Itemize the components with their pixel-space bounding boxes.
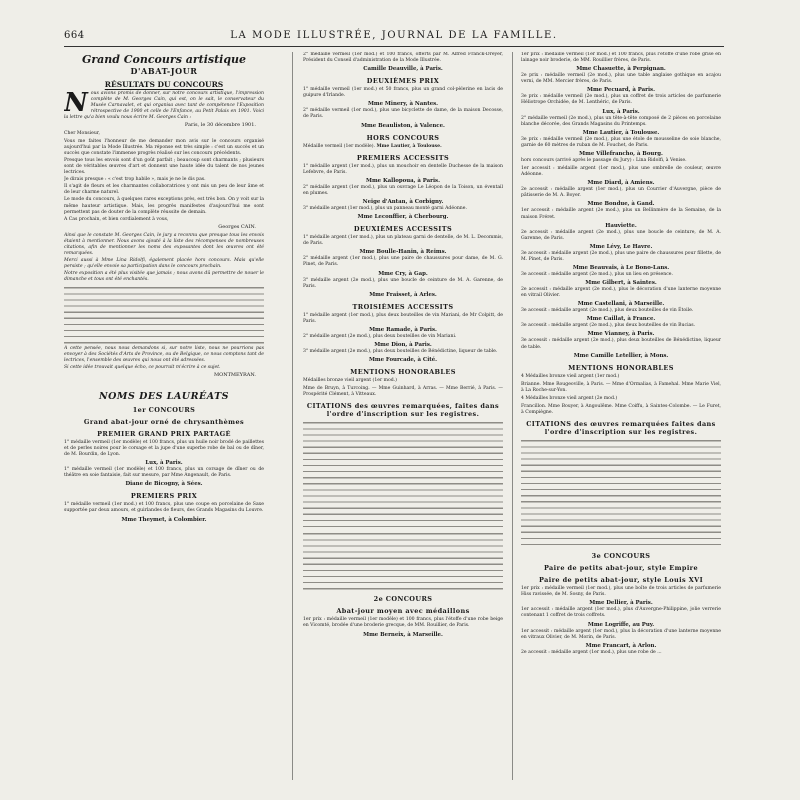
letter-paragraph: Presque tous les envois sont d'un goût parfait ; beaucoup sont charmants ; plusieurs sont de véritables œuvres d'art et donnent une haute idée du talent de nos jeunes lectrices. — [64, 157, 264, 176]
letter-paragraph: Je dirais presque : « c'est trop habile », mais je ne le dis pas. — [64, 177, 206, 183]
prize-entry: 3e accessit : médaille argent (2e mod.), plus deux bouteilles de vin Étoile. — [521, 308, 694, 314]
winner-name: Mme Theymet, à Colombier. — [121, 516, 207, 523]
prize-entry: 1° médaille vermeil (1er mod.) et 50 francs, plus un grand col-pèlerine en lacis de guipure d'Irlande. — [303, 87, 503, 99]
prize-entry: hors concours (arrivé après le passage du Jury) : Lina Ridolfi, à Venise. — [521, 157, 687, 163]
winner-name: Mme Cry, à Gap. — [378, 270, 428, 277]
editorial-paragraph: Notre exposition a été plus visitée que jamais ; nous avons dû permettre de nouer le dimanche et tous ont été enchantés. — [64, 271, 264, 283]
contest-number: 3e CONCOURS — [591, 552, 651, 561]
prize-heading: PREMIERS PRIX — [130, 492, 198, 501]
prize-entry: 1° médaille vermeil (1er modèle) et 100 francs, plus un huile noir brodé de paillettes et de perles noires pour le corsage et la jupe d'une superbe robe de bal ou de dîner, de M. Bourdin, de Lyon. — [64, 439, 264, 458]
winner-name: Mme Villefrancho, à Bourg. — [579, 150, 663, 157]
prize-heading: PREMIER GRAND PRIX PARTAGÉ — [97, 429, 231, 438]
prize-heading: DEUXIÈMES ACCESSITS — [353, 225, 453, 234]
winner-name: Mme Beauvais, à Le Bono-Lans. — [572, 264, 670, 271]
prize-entry: 2e accessit : médaille argent (2e mod.), plus une boucle de ceinture, de M. A. Garenne, de Paris. — [521, 229, 721, 241]
dense-citations-block — [303, 531, 503, 591]
prize-entry: 2° médaille vermeil (2e mod.), plus un tête-à-tête composé de 2 pièces en porcelaine blanche décorée, des Grands Magasins du Printemps. — [521, 115, 721, 127]
prize-entry: 2° médaille argent (1er mod.), plus un ouvrage Le Léopon de la Toison, un éventail en plumes. — [303, 184, 503, 196]
prize-entry: 3e accessit : médaille argent (2e mod.), plus deux bouteilles de Bénédictine, liqueur de table. — [521, 338, 721, 350]
contest-title: Grand Concours artistique — [81, 53, 247, 66]
intro-paragraph: Nous avions promis de donner, sur notre concours artistique, l'impression complète de M. Georges Cain, qui est, on le sait, le conservateur du Musée Carnavalet, et qui organisa avec tant de compétence l'Exposition rétrospective de 1900 et celle de l'Enfance, au Petit Palais en 1901. Voici la lettre qu'a bien voulu nous écrire M. Georges Cain : — [64, 88, 264, 121]
prize-entry: 3° médaille argent (2e mod.), plus deux bouteilles de Bénédictine, liqueur de table. — [303, 348, 498, 354]
winner-name: Mme Boulle-Hanin, à Reims. — [359, 249, 447, 256]
winner-name: Hauviette. — [605, 222, 637, 229]
citations-heading: CITATIONS des œuvres remarquées faites dans l'ordre d'inscription sur les registres. — [526, 420, 716, 437]
contest-number: 2e CONCOURS — [373, 595, 433, 604]
winner-name: Mme Dion, à Paris. — [374, 341, 432, 348]
winner-name: Mme Gilbert, à Saintes. — [585, 280, 657, 287]
winner-name: Mme Logriffe, au Puy. — [587, 621, 655, 628]
winner-name: Mme Camille Letellier, à Mons. — [573, 352, 669, 359]
prize-heading: MENTIONS HONORABLES — [350, 368, 456, 377]
header-rule — [64, 46, 724, 47]
prize-entry: 1er prix : médaille vermeil (1er mod.) et 100 francs, plus l'étoffe d'une robe grise en lainage noir broderie, de MM. Rouillier frères, de Paris. — [521, 52, 721, 64]
prize-entry: Médaille vermeil (1er modèle). Mme Lautier, à Toulouse. — [303, 143, 442, 149]
winner-name: Mme Kallopoua, à Paris. — [366, 177, 440, 184]
prize-entry: 3e accessit : médaille argent (2e mod.), plus deux bouteilles de vin Bucias. — [521, 323, 696, 329]
prize-entry: 1er accessit : médaille argent (1er mod.), plus une ombrelle de couleur, œuvre Adéonne. — [521, 166, 721, 178]
prize-entry: 3e accessit : médaille argent (2e mod.), plus un lieu en présence. — [521, 271, 673, 277]
letter-date: Paris, le 30 décembre 1901. — [184, 122, 256, 129]
winner-name: Mme Pecuard, à Paris. — [587, 87, 655, 94]
winner-name: Mme Lévy, Le Havre. — [589, 243, 653, 250]
winner-name: Camille Deauville, à Paris. — [363, 66, 443, 73]
page-header — [64, 30, 724, 46]
prize-entry: 2e accessit : médaille argent (2e mod.), plus le décoration d'une lanterne moyenne en vitrail Olivier. — [521, 287, 721, 299]
column-divider — [292, 52, 293, 780]
contest-subtitle: D'ABAT-JOUR — [130, 66, 198, 76]
dense-text-block — [64, 285, 264, 345]
dense-citations-block — [303, 420, 503, 530]
results-heading: RÉSULTATS DU CONCOURS — [104, 80, 224, 89]
prize-heading: PREMIERS ACCESSITS — [356, 153, 450, 162]
letter-salutation: Cher Monsieur, — [64, 131, 100, 137]
prize-entry: 3° médaille argent (2e mod.), plus une boucle de ceinture de M. A. Garenne, de Paris. — [303, 277, 503, 289]
prize-heading: TROISIÈMES ACCESSITS — [352, 302, 454, 311]
prize-entry: 1er accessit : médaille argent (2e mod.), plus un Bellinmère de la Semaine, de la maison Fréret. — [521, 208, 721, 220]
prize-entry: 3e prix : médaille vermeil (2e mod.), plus une étole de mousseline de soie blanche, garnie de 60 mètres de ruban de M. Fouchet, de Paris. — [521, 136, 721, 148]
column-2 — [303, 52, 503, 782]
column-3 — [521, 52, 721, 782]
contest-description: Abat-jour moyen avec médaillons — [336, 607, 470, 616]
winner-name: Mme Fourcade, à Cité. — [368, 357, 438, 364]
journal-title: LA MODE ILLUSTRÉE, JOURNAL DE LA FAMILLE. — [230, 30, 558, 41]
contest-description: Paire de petits abat-jour, style Louis XVI — [538, 576, 704, 585]
prize-entry: 4 Médailles bronze vieil argent (2e mod.) — [521, 395, 618, 401]
prize-entry: 1° médaille argent (1er mod.), plus un plateau garni de dentelle, de M. L. Decommis, de Paris. — [303, 235, 503, 247]
editorial-paragraph: A cette pensée, nous nous demandons si, sur notre liste, nous ne pourrions pas envoyer à des Sociétés d'Arts de Province, ou de Belgique, ce nous comptons tant de lectrices, l'ensemble des œuvres qui nous ont été adressées. — [64, 345, 264, 363]
citations-heading: CITATIONS des œuvres remarquées, faites dans l'ordre d'inscription sur les registres. — [306, 402, 500, 419]
prize-entry: 2° médaille argent (2e mod.), plus deux bouteilles de vin Mariani. — [303, 333, 457, 339]
winner-name: Mme Vianney, à Paris. — [587, 331, 655, 338]
column-1 — [64, 52, 264, 782]
editorial-signature: MONTMEYRAN. — [213, 371, 256, 378]
winner-name: Neige d'Antan, à Corbigny. — [362, 199, 444, 206]
prize-entry: 2° médaille vermeil (1er mod.), plus une bicyclette de dame, de la maison Decosse, de Paris. — [303, 108, 503, 120]
prize-entry: 1er prix : médaille vermeil (1er modèle) et 100 francs, plus l'étoffe d'une robe beige en Vicomté, brodée d'une broderie grecque, de MM. Rouillier, de Paris. — [303, 617, 503, 629]
prize-entry: 3e accessit : médaille argent (2e mod.), plus une paire de chaussures pour fillette, de M. Pinet, de Paris. — [521, 250, 721, 262]
winner-name: Mme Diard, à Amiens. — [587, 180, 655, 187]
prize-entry: 3° médaille argent (1er mod.), plus un panneau monté garni Adéonne. — [303, 206, 467, 212]
prize-entry: 2e prix : médaille vermeil (2e mod.), plus une table anglaise gothique en acajou verni, de MM. Mercier frères, de Paris. — [521, 73, 721, 85]
dense-citations-block — [521, 438, 721, 548]
winner-name: Mme Bondue, à Gand. — [587, 201, 655, 208]
letter-paragraph: Le mode du concours, à quelques rares exceptions près, est très bon. On y voit sur la même hauteur artistique. Mais, les progrès manifestes d'aujourd'hui me sont permettent pas de douter de la complète réussite de demain. — [64, 197, 264, 215]
winner-list: Brianne. Mme Rougeoville, à Paris. — Mme d'Ormalias, à Famehal. Mme Marie Viel, à La Roche-sur-Yon. — [521, 381, 721, 393]
prize-heading: DEUXIÈMES PRIX — [366, 77, 440, 86]
winner-name: Mme Ramade, à Paris. — [369, 326, 437, 333]
prize-entry: 3e prix : médaille vermeil (2e mod.), plus un coffret de trois articles de parfumerie Héliotrope Orchidée, de M. Lenthéric, de Paris. — [521, 94, 721, 106]
winner-name: Mme Berneix, à Marseille. — [363, 631, 443, 638]
winner-name: Mme Leconffier, à Cherbourg. — [357, 214, 449, 221]
contest-description: Paire de petits abat-jour, style Empire — [543, 564, 699, 573]
winner-name: Mme Lautier, à Toulouse. — [582, 129, 660, 136]
winner-name: Mme Francart, à Arlon. — [585, 642, 657, 649]
editorial-paragraph: Merci aussi à Mme Lina Ridolfi, également placée hors concours. Mais qu'elle persiste ; qu'elle envoie sa participation dans le concours prochain. — [64, 258, 264, 270]
winner-name: Mme Minery, à Nantes. — [367, 101, 439, 108]
prize-entry: 1° médaille argent (1er mod.), plus deux bouteilles de vin Mariani, de Mr Colpitt, de Paris. — [303, 312, 503, 324]
prize-entry: 1° médaille vermeil (1er mod.) et 100 francs, plus une coupe en porcelaine de Saxe supportée par deux amours, et guirlandes de fleurs, des Grands Magasins du Louvre. — [64, 502, 264, 514]
editorial-paragraph: Ainsi que le constate M. Georges Cain, le jury a reconnu que presque tous les envois étaient à mentionner. Nous avons ajouté à la liste des récompenses de nombreuses citations, afin de mentionner les noms des exposantes dont les œuvres ont été remarquées. — [64, 232, 264, 257]
page-number: 664 — [64, 30, 85, 41]
winner-name: Mme Chasuette, à Perpignan. — [576, 66, 666, 73]
letter-paragraph: Il s'agit de fleurs et les charmantes collaboratrices y ont mis un peu de leur âme et de leur charme naturel. — [64, 184, 264, 196]
winner-name: Mme Dellier, à Paris. — [589, 600, 653, 607]
prize-entry: 4 Médailles bronze vieil argent (1er mod.) — [521, 373, 620, 379]
winner-list: Mme de Bruyn, à Turcoing. — Mme Guinhard, à Arras. — Mme Berrié, à Paris. — Prospérité Clément, à Vitteaux. — [303, 386, 503, 398]
prize-entry: 1er prix : médaille vermeil (1er mod.), plus une boîte de trois articles de parfumerie Hiss ravissée, de M. Sosny, de Paris. — [521, 586, 721, 598]
winner-name: Diane de Bicogny, à Sées. — [125, 481, 203, 488]
column-divider — [512, 52, 513, 780]
prize-entry: 1° médaille vermeil (1er modèle) et 100 francs, plus un corsage de dîner ou de théâtre en soie fantaisie, fait sur mesure, par Mme Angenault, de Paris. — [64, 467, 264, 479]
prize-heading: MENTIONS HONORABLES — [568, 363, 674, 372]
letter-paragraph: Vous me faites l'honneur de me demander mon avis sur le concours organisé aujourd'hui par la Mode Illustrée. Ma réponse est très simple : c'est un succès et un succès que constate l'immense progrès réalisé sur les concours précédents. — [64, 138, 264, 156]
contest-description: Grand abat-jour orné de chrysanthèmes — [83, 417, 245, 426]
prize-entry: Médailles bronze vieil argent (1er mod.) — [303, 378, 397, 384]
winner-name: Mme Fraisset, à Arles. — [369, 291, 437, 298]
contest-number: 1er CONCOURS — [132, 405, 196, 414]
winner-name: Lux, à Paris. — [602, 108, 640, 115]
prize-entry: 2° médaille argent (1er mod.), plus une paire de chaussures pour dame, de M. G. Pinet, de Paris. — [303, 256, 503, 268]
prize-entry: 2e accessit : médaille argent (1er mod.), plus un Courrier d'Auvergne, pièce de pâtisserie de M. A. Boyer. — [521, 187, 721, 199]
prize-entry: 1er accessit : médaille argent (1er mod.), plus d'Auvergne-Philippine, jolie verrerie contenant 1 coffret de trois coffrets. — [521, 607, 721, 619]
prize-entry: 1er accessit : médaille argent (1er mod.), plus la décoration d'une lanterne moyenne en vitraux Olivier, de M. Morin, de Paris. — [521, 628, 721, 640]
winner-name: Mme Caillat, à France. — [586, 316, 656, 323]
winner-name: Mme Castellani, à Marseille. — [577, 301, 665, 308]
winner-name: Mme Beauliston, à Valence. — [361, 122, 445, 129]
winner-name: Lux, à Paris. — [145, 460, 183, 467]
letter-signature: Georges CAIN. — [218, 223, 256, 230]
prize-entry: 2° médaille vermeil (1er mod.) et 100 francs, offerts par M. Alfred Franck-Dreyer, Président du Conseil d'administration de la Mode Illustrée. — [303, 52, 503, 64]
winner-list: Francillon. Mme Bouyer, à Angoulême. Mme Coiffu, à Saintes-Colombe. — Le Furet, à Compiègne. — [521, 404, 721, 416]
laureates-title: NOMS DES LAURÉATS — [98, 390, 230, 402]
prize-heading: HORS CONCOURS — [366, 133, 440, 142]
prize-entry: 1° médaille argent (1er mod.), plus un mouchoir en dentelle Duchesse de la maison Lefebvre, de Paris. — [303, 163, 503, 175]
editorial-paragraph: Si cette idée trouvait quelque écho, ce pourrait m'écrire à ce sujet. — [64, 364, 221, 370]
prize-entry: 2e accessit : médaille argent (1er mod.), plus une robe de ... — [521, 649, 662, 655]
letter-closing: A Cas prochain, et bien cordialement à vous, — [64, 216, 169, 222]
drop-cap: N — [64, 88, 88, 118]
